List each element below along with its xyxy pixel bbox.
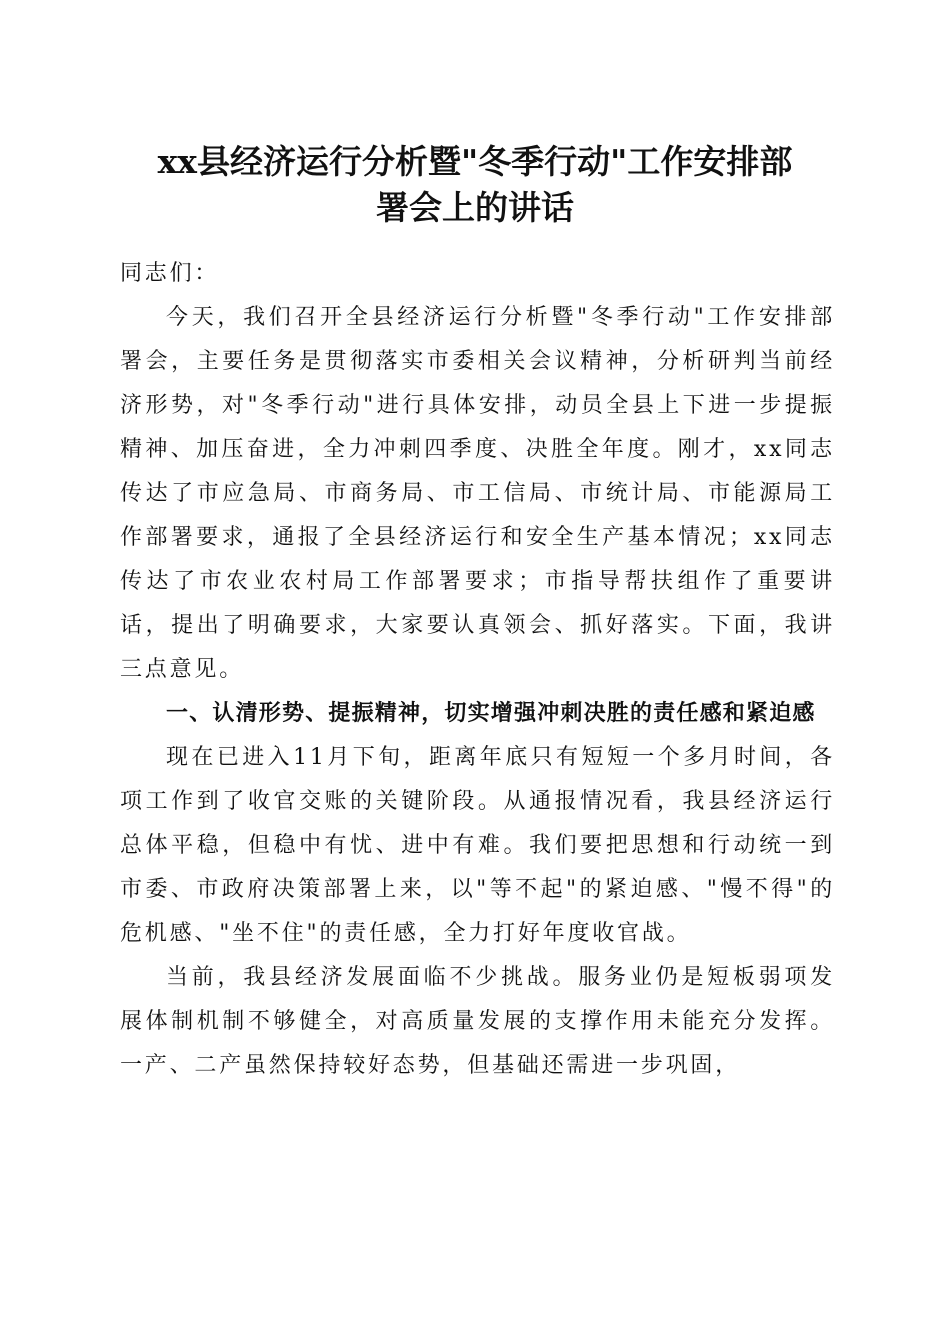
- section-1-heading: 一、认清形势、提振精神，切实增强冲刺决胜的责任感和紧迫感: [166, 701, 816, 726]
- document-title-line-1: xx县经济运行分析暨"冬季行动"工作安排部: [157, 142, 793, 181]
- section-1-paragraph-2: 当前，我县经济发展面临不少挑战。服务业仍是短板弱项发展体制机制不够健全，对高质量发展的支撑作用未能充分发挥。一产、二产虽然保持较好态势，但基础还需进一步巩固，: [120, 965, 835, 1078]
- section-1-paragraph-1: 现在已进入11月下旬，距离年底只有短短一个多月时间，各项工作到了收官交账的关键阶段。从通报情况看，我县经济运行总体平稳，但稳中有忧、进中有难。我们要把思想和行动统一到市委、市政府决策部署上来，以"等不起"的紧迫感、"慢不得"的危机感、"坐不住"的责任感，全力打好年度收官战。: [120, 745, 835, 946]
- salutation: 同志们：: [120, 261, 220, 286]
- document-title-line-2: 署会上的讲话: [376, 188, 574, 227]
- opening-paragraph: 今天，我们召开全县经济运行分析暨"冬季行动"工作安排部署会，主要任务是贯彻落实市委相关会议精神，分析研判当前经济形势，对"冬季行动"进行具体安排，动员全县上下进一步提振精神、加压奋进，全力冲刺四季度、决胜全年度。刚才，xx同志传达了市应急局、市商务局、市工信局、市统计局、市能源局工作部署要求，通报了全县经济运行和安全生产基本情况；xx同志传达了市农业农村局工作部署要求；市指导帮扶组作了重要讲话，提出了明确要求，大家要认真领会、抓好落实。下面，我讲三点意见。: [120, 305, 835, 682]
- document-body: [120, 252, 835, 1088]
